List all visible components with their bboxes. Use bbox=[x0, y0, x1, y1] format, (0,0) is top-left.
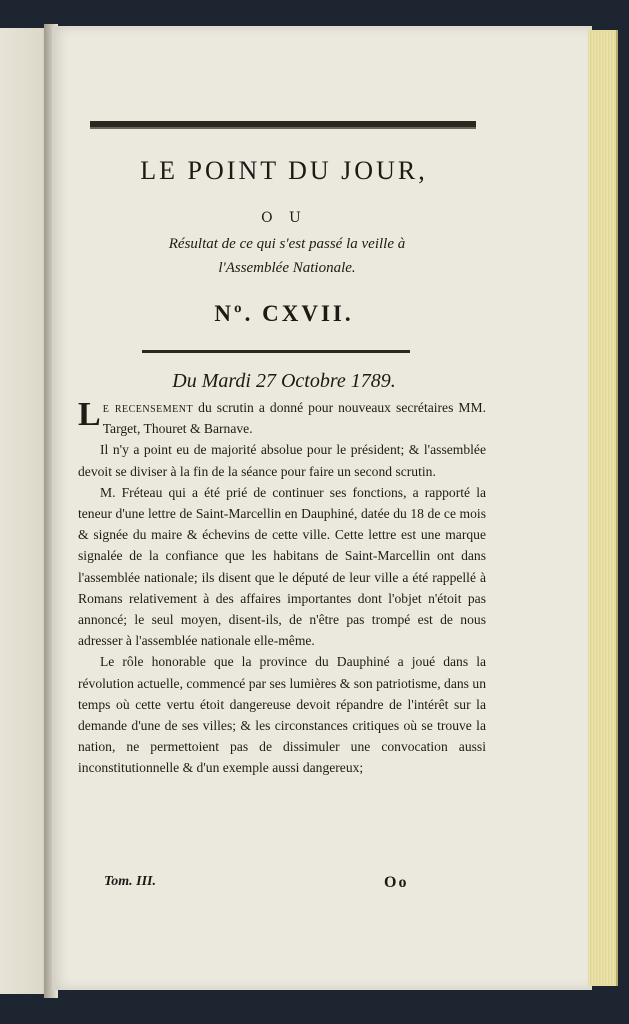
issue-number: Nº. CXVII. bbox=[214, 301, 354, 326]
masthead-title: LE POINT DU JOUR, bbox=[140, 156, 428, 185]
masthead-rule bbox=[142, 350, 410, 353]
article-body bbox=[78, 397, 486, 779]
top-rule bbox=[90, 121, 476, 129]
paragraph-2: Il n'y a point eu de majorité absolue pour le président; & l'assemblée devoit se diviser à la fin de la séance pour faire un second scrutin. bbox=[78, 442, 486, 479]
page-edges bbox=[588, 30, 618, 986]
subtitle-line-2: l'Assemblée Nationale. bbox=[218, 260, 356, 276]
masthead-subtitle bbox=[84, 232, 490, 280]
paragraph-1-text: du scrutin a donné pour nouveaux secrétaires MM. Target, Thouret & Barnave. bbox=[102, 400, 486, 437]
volume-mark: Tom. III. bbox=[104, 874, 157, 889]
opening-words: e recensement bbox=[102, 400, 194, 415]
masthead-ou: O U bbox=[261, 210, 307, 226]
dateline: Du Mardi 27 Octobre 1789. bbox=[172, 370, 396, 392]
drop-cap: L bbox=[78, 396, 101, 433]
subtitle-line-1: Résultat de ce qui s'est passé la veille à bbox=[168, 236, 406, 252]
paragraph-4: Le rôle honorable que la province du Dauphiné a joué dans la révolution actuelle, commencé par ses lumières & son patriotisme, dans un temps où cette vertu étoit dangereuse devoit répandre de l'intérêt sur la demande d'une de ses villes; & les circonstances critiques où se trouve la nation, ne permettoient pas de dissimuler une convocation aussi inconstitutionnelle & d'un exemple aussi dangereux; bbox=[78, 654, 486, 776]
signature-mark: Oo bbox=[384, 874, 409, 891]
paragraph-1 bbox=[78, 397, 486, 439]
paragraph-3: M. Fréteau qui a été prié de continuer ses fonctions, a rapporté la teneur d'une lettre de Saint-Marcellin en Dauphiné, datée du 18 de ce mois & signée du maire & échevins de cette ville. Cette lettre est une marque signalée de la confiance que les habitans de Saint-Marcellin ont dans l'assemblée nationale; ils disent que le député de leur ville a été rappellé à Romans relativement à des affaires importantes dont l'objet n'étoit pas annoncé; le seul moyen, disent-ils, de n'être pas trompé est de nous adresser à l'assemblée nationale elle-même. bbox=[78, 484, 486, 649]
